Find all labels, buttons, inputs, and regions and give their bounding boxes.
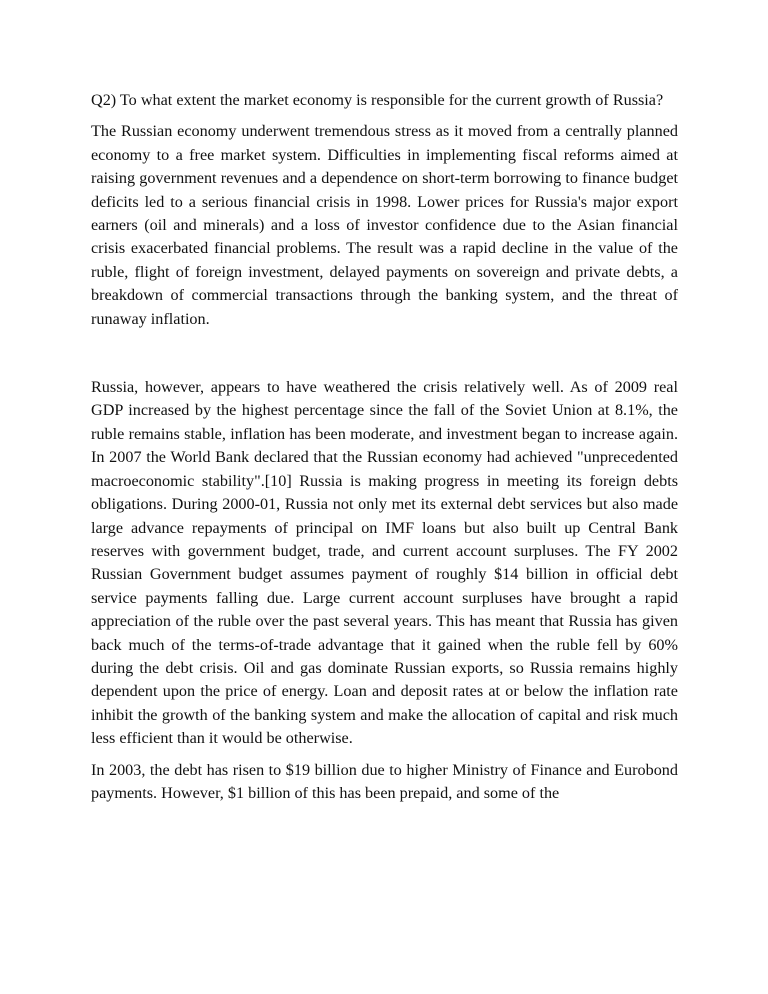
paragraph-economic-stress: The Russian economy underwent tremendous stress as it moved from a centrally planned economy to a free market system. Difficulties in implementing fiscal reforms aimed at raising government revenues and a dependence on short-term borrowing to finance budget deficits led to a serious financial crisis in 1998. Lower prices for Russia's major export earners (oil and minerals) and a loss of investor confidence due to the Asian financial crisis exacerbated financial problems. The result was a rapid decline in the value of the ruble, flight of foreign investment, delayed payments on sovereign and private debts, a breakdown of commercial transactions through the banking system, and the threat of runaway inflation. (91, 122, 678, 328)
paragraph-debt-2003: In 2003, the debt has risen to $19 billion due to higher Ministry of Finance and Eurobond payments. However, $1 billion of this has been prepaid, and some of the (91, 760, 678, 802)
question-heading: Q2) To what extent the market economy is responsible for the current growth of Russia? (91, 91, 664, 109)
document-page (91, 89, 678, 805)
paragraph-recovery: Russia, however, appears to have weathered the crisis relatively well. As of 2009 real GDP increased by the highest percentage since the fall of the Soviet Union at 8.1%, the ruble remains stable, inflation has been moderate, and investment began to increase again. In 2007 the World Bank declared that the Russian economy had achieved "unprecedented macroeconomic stability".[10] Russia is making progress in meeting its foreign debts obligations. During 2000-01, Russia not only met its external debt services but also made large advance repayments of principal on IMF loans but also built up Central Bank reserves with government budget, trade, and current account surpluses. The FY 2002 Russian Government budget assumes payment of roughly $14 billion in official debt service payments falling due. Large current account surpluses have brought a rapid appreciation of the ruble over the past several years. This has meant that Russia has given back much of the terms-of-trade advantage that it gained when the ruble fell by 60% during the debt crisis. Oil and gas dominate Russian exports, so Russia remains highly dependent upon the price of energy. Loan and deposit rates at or below the inflation rate inhibit the growth of the banking system and make the allocation of capital and risk much less efficient than it would be otherwise. (91, 378, 678, 748)
